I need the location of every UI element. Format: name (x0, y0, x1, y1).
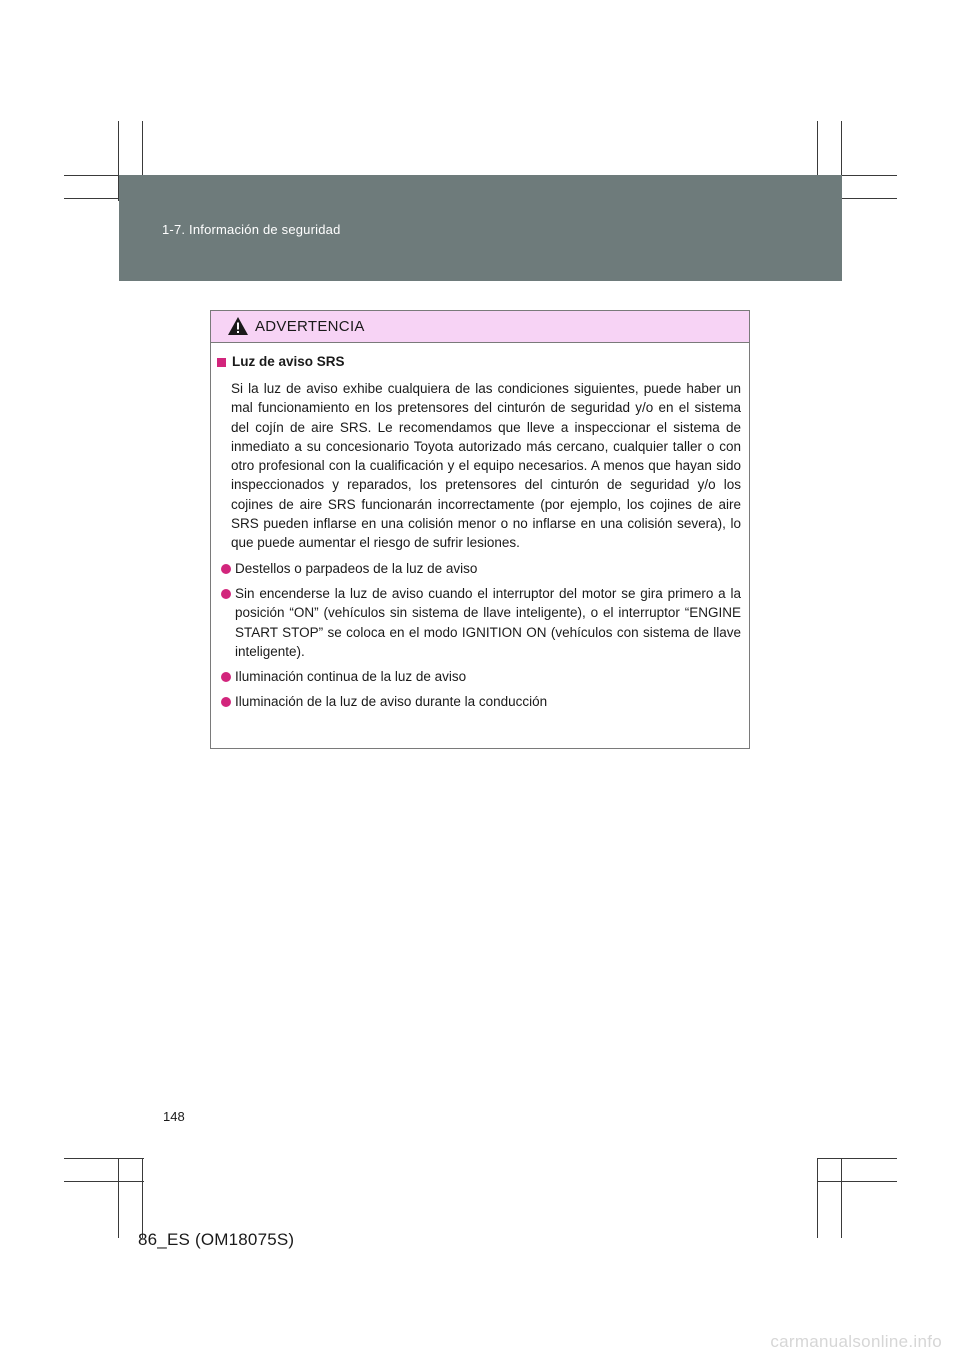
list-item (217, 692, 741, 711)
warning-triangle-icon (227, 316, 249, 336)
list-item (217, 584, 741, 661)
list-item-text: Iluminación continua de la luz de aviso (235, 669, 467, 685)
subheading-text: Luz de aviso SRS (232, 354, 345, 369)
list-item-text: Sin encenderse la luz de aviso cuando el interruptor del motor se gira primero a la posición “ON” (vehículos sin sistema de llave inteligente), o el interruptor “ENGINE START STOP” se coloca en el modo IGNITION ON (vehículos con sistema de llave inteligente). (235, 585, 741, 659)
crop-mark (817, 1158, 818, 1238)
square-bullet-icon (217, 358, 226, 367)
page-number: 148 (163, 1109, 185, 1124)
crop-mark (817, 1158, 897, 1159)
circle-bullet-icon (221, 697, 231, 707)
warning-box (210, 310, 750, 749)
list-item-text: Iluminación de la luz de aviso durante la conducción (235, 694, 548, 710)
crop-mark (64, 1158, 144, 1159)
watermark: carmanualsonline.info (770, 1332, 942, 1351)
crop-mark (142, 1158, 143, 1238)
warning-header (211, 311, 749, 343)
crop-mark (841, 1158, 842, 1238)
crop-mark (64, 1181, 144, 1182)
subheading (217, 353, 741, 371)
document-code: 86_ES (OM18075S) (138, 1230, 295, 1249)
circle-bullet-icon (221, 672, 231, 682)
circle-bullet-icon (221, 589, 231, 599)
list-item-text: Destellos o parpadeos de la luz de aviso (235, 560, 478, 576)
crop-mark (118, 1158, 119, 1238)
condition-list (217, 559, 741, 712)
warning-title: ADVERTENCIA (255, 318, 365, 335)
crop-mark (817, 1181, 897, 1182)
warning-body (211, 343, 749, 712)
circle-bullet-icon (221, 564, 231, 574)
list-item (217, 667, 741, 686)
section-title: 1-7. Información de seguridad (162, 222, 341, 237)
warning-paragraph: Si la luz de aviso exhibe cualquiera de las condiciones siguientes, puede haber un mal funcionamiento en los pretensores del cinturón de seguridad y/o en el sistema del cojín de aire SRS. Le recomendamos que lleve a inspeccionar el sistema de inmediato a su concesionario Toyota autorizado más cercano, cualquier taller o con otro profesional con la cualificación y el equipo necesarios. A menos que hayan sido inspeccionados y reparados, los pretensores del cinturón de seguridad y/o los cojines de aire SRS funcionarán incorrectamente (por ejemplo, los cojines de aire SRS pueden inflarse en una colisión menor o no inflarse en una colisión severa), lo que puede aumentar el riesgo de sufrir lesiones. (231, 381, 741, 551)
list-item (217, 559, 741, 578)
